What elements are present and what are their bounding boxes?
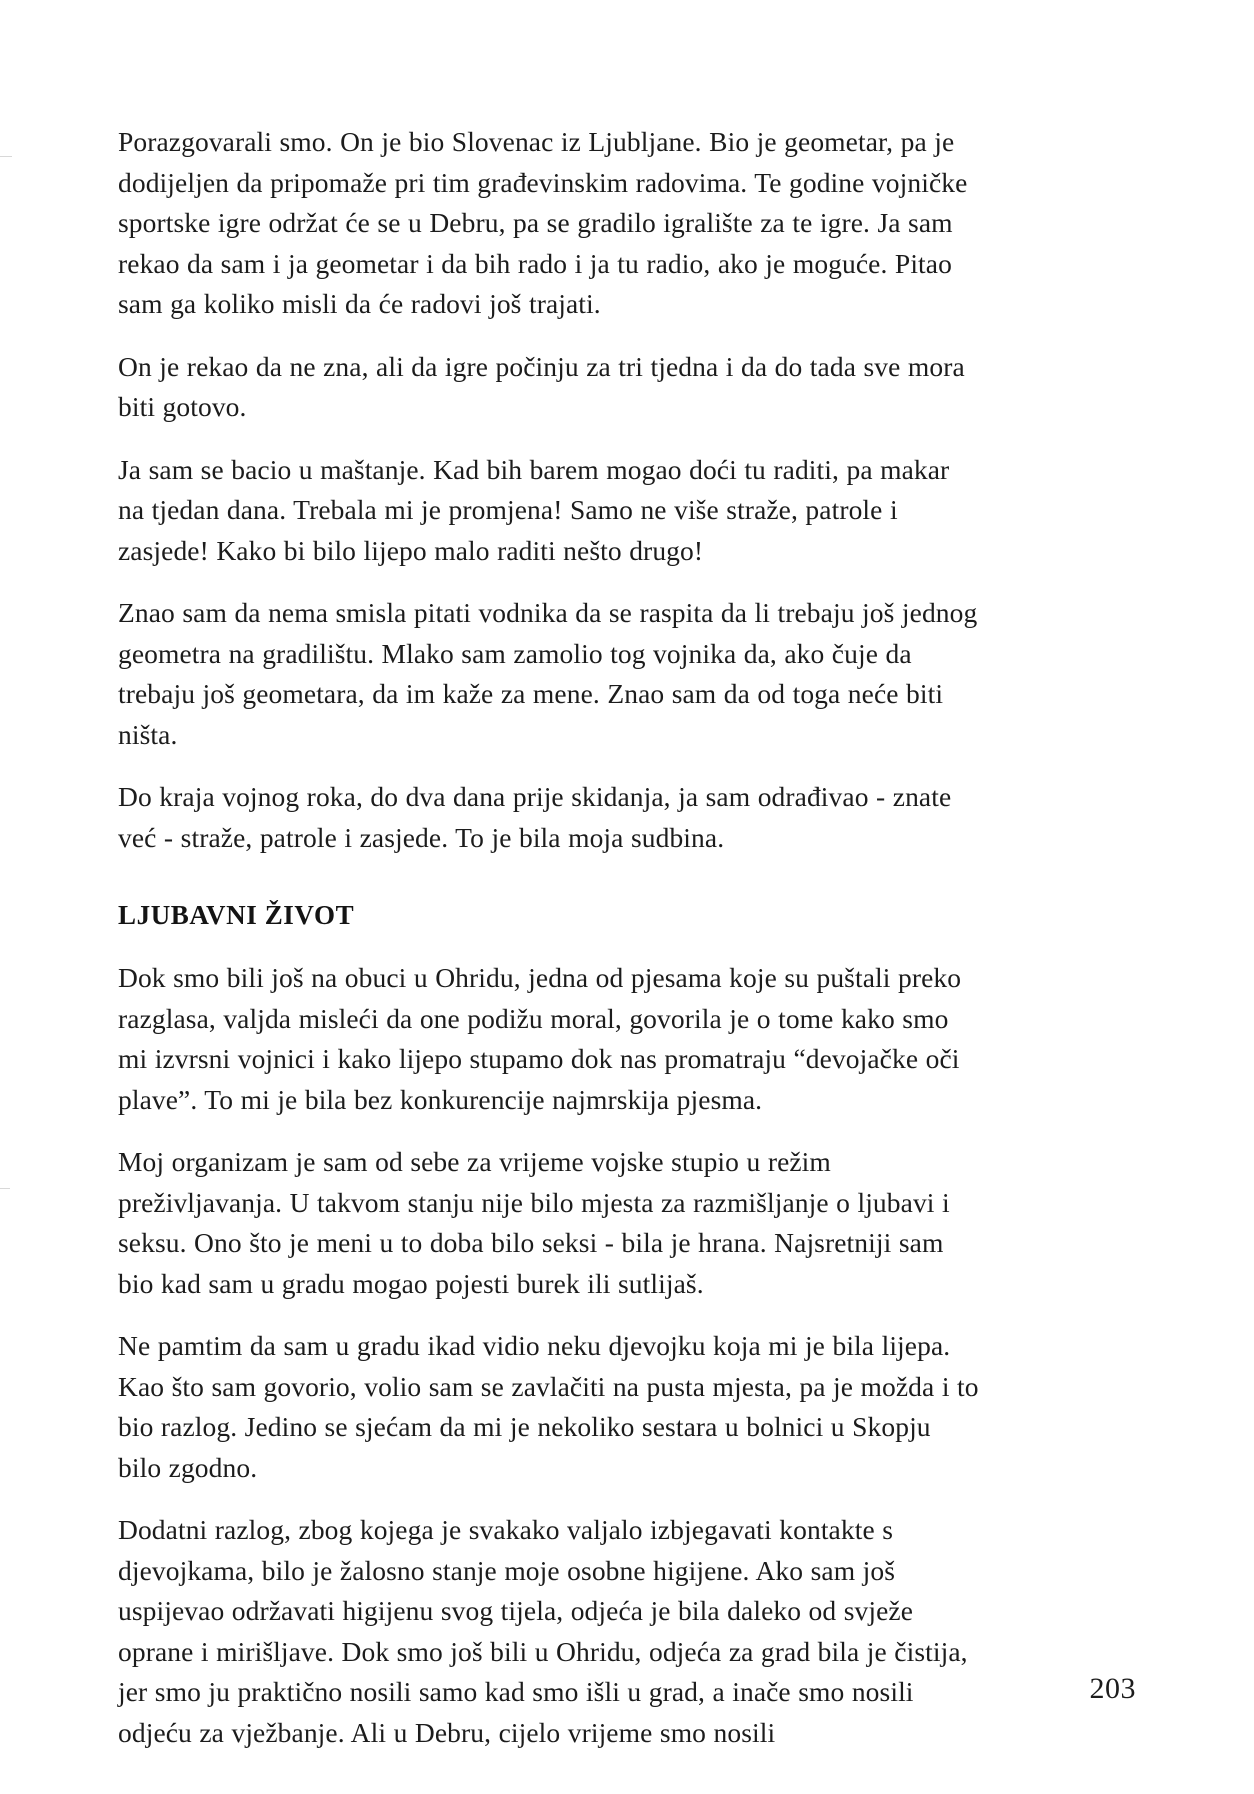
- body-paragraph: Ne pamtim da sam u gradu ikad vidio neku djevojku koja mi je bila lijepa. Kao što sam govorio, volio sam se zavlačiti na pusta mjesta, pa je možda i to bio razlog. Jedino se sjećam da mi je nekoliko sestara u bolnici u Skopju bilo zgodno.: [118, 1330, 979, 1483]
- body-paragraph: Porazgovarali smo. On je bio Slovenac iz Ljubljane. Bio je geometar, pa je dodijeljen da pripomaže pri tim građevinskim radovima. Te godine vojničke sportske igre održat će se u Debru, pa se gradilo igralište za te igre. Ja sam rekao da sam i ja geometar i da bih rado i ja tu radio, ako je moguće. Pitao sam ga koliko misli da će radovi još trajati.: [118, 126, 968, 319]
- body-paragraph: Do kraja vojnog roka, do dva dana prije skidanja, ja sam odrađivao - znate već - straže, patrole i zasjede. To je bila moja sudbina.: [118, 781, 952, 853]
- body-paragraph: On je rekao da ne zna, ali da igre počinju za tri tjedna i da do tada sve mora biti gotovo.: [118, 350, 965, 422]
- edge-tick-lower: [0, 1188, 10, 1189]
- body-paragraph: Moj organizam je sam od sebe za vrijeme vojske stupio u režim preživljavanja. U takvom stanju nije bilo mjesta za razmišljanje o ljubavi i seksu. Ono što je meni u to doba bilo seksi - bila je hrana. Najsretniji sam bio kad sam u gradu mogao pojesti burek ili sutlijaš.: [118, 1146, 950, 1299]
- section-heading: LJUBAVNI ŽIVOT: [118, 900, 355, 930]
- edge-tick-upper: [0, 156, 12, 157]
- body-paragraph: Znao sam da nema smisla pitati vodnika da se raspita da li trebaju još jednog geometra na gradilištu. Mlako sam zamolio tog vojnika da, ako čuje da trebaju još geometara, da im kaže za mene. Znao sam da od toga neće biti ništa.: [118, 597, 978, 750]
- body-paragraph: Ja sam se bacio u maštanje. Kad bih barem mogao doći tu raditi, pa makar na tjedan dana. Trebala mi je promjena! Samo ne više straže, patrole i zasjede! Kako bi bilo lijepo malo raditi nešto drugo!: [118, 453, 950, 566]
- body-paragraph: Dok smo bili još na obuci u Ohridu, jedna od pjesama koje su puštali preko razglasa, valjda misleći da one podižu moral, govorila je o tome kako smo mi izvrsni vojnici i kako lijepo stupamo dok nas promatraju “devojačke oči plave”. To mi je bila bez konkurencije najmrskija pjesma.: [118, 962, 962, 1115]
- page-number: 203: [1089, 1672, 1136, 1705]
- page-text-column: [118, 122, 980, 1753]
- body-paragraph: Dodatni razlog, zbog kojega je svakako valjalo izbjegavati kontakte s djevojkama, bilo je žalosno stanje moje osobne higijene. Ako sam još uspijevao održavati higijenu svog tijela, odjeća je bila daleko od svježe oprane i mirišljave. Dok smo još bili u Ohridu, odjeća za grad bila je čistija, jer smo ju praktično nosili samo kad smo išli u grad, a inače smo nosili odjeću za vježbanje. Ali u Debru, cijelo vrijeme smo nosili: [118, 1514, 968, 1748]
